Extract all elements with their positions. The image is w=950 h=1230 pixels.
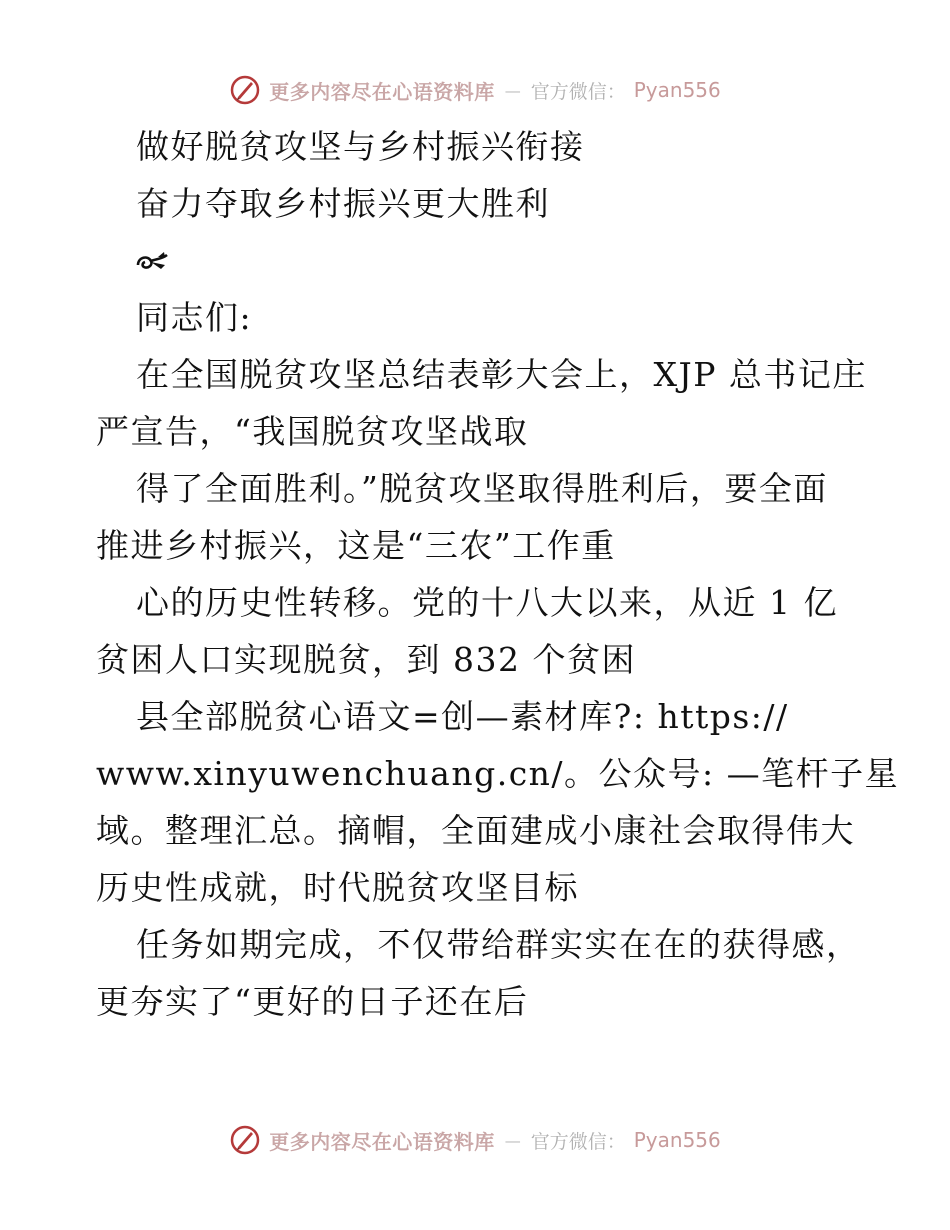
watermark-wechat-id: Pyan556 xyxy=(633,1128,721,1152)
paragraph-3-line-2: 贫困人口实现脱贫，到 832 个贫困 xyxy=(96,640,636,679)
watermark-wechat-id: Pyan556 xyxy=(633,78,721,102)
paragraph-2-line-2: 推进乡村振兴，这是“三农”工作重 xyxy=(96,526,616,565)
watermark-separator: — xyxy=(504,80,521,100)
document-body xyxy=(96,118,900,1030)
quill-pen-logo-icon xyxy=(229,74,261,106)
paragraph-5-line-2: 更夯实了“更好的日子还在后 xyxy=(96,982,529,1021)
paragraph-4-line-3: 域。整理汇总。摘帽，全面建成小康社会取得伟大 xyxy=(96,811,855,850)
paragraph-3-line-1: 心的历史性转移。党的十八大以来，从近 1 亿 xyxy=(136,583,838,622)
paragraph-5-line-1: 任务如期完成，不仅带给群实实在在的获得感， xyxy=(136,925,861,964)
fleuron-ornament xyxy=(96,232,856,289)
document-title-line-2: 奋力夺取乡村振兴更大胜利 xyxy=(136,184,550,223)
footer-watermark xyxy=(0,1120,950,1160)
paragraph-4-line-2: www.xinyuwenchuang.cn/。公众号: —笔杆子星 xyxy=(96,754,900,793)
greeting-line: 同志们: xyxy=(136,298,253,337)
paragraph-2-line-1: 得了全面胜利。”脱贫攻坚取得胜利后，要全面 xyxy=(136,469,828,508)
fleuron-icon xyxy=(134,249,170,275)
watermark-official-label: 官方微信： xyxy=(530,80,626,103)
watermark-brand-text: 更多内容尽在心语资料库 xyxy=(269,79,495,104)
header-watermark xyxy=(0,70,950,110)
watermark-official-label: 官方微信： xyxy=(530,1130,626,1153)
paragraph-4-line-1: 县全部脱贫心语文=创—素材库?: https:// xyxy=(136,697,789,736)
paragraph-4-line-4: 历史性成就，时代脱贫攻坚目标 xyxy=(96,868,579,907)
paragraph-1-line-2: 严宣告，“我国脱贫攻坚战取 xyxy=(96,412,529,451)
document-title-line-1: 做好脱贫攻坚与乡村振兴衔接 xyxy=(136,127,585,166)
quill-pen-logo-icon xyxy=(229,1124,261,1156)
watermark-brand-text: 更多内容尽在心语资料库 xyxy=(269,1129,495,1154)
watermark-separator: — xyxy=(504,1130,521,1150)
paragraph-1-line-1: 在全国脱贫攻坚总结表彰大会上，XJP 总书记庄 xyxy=(136,355,867,394)
